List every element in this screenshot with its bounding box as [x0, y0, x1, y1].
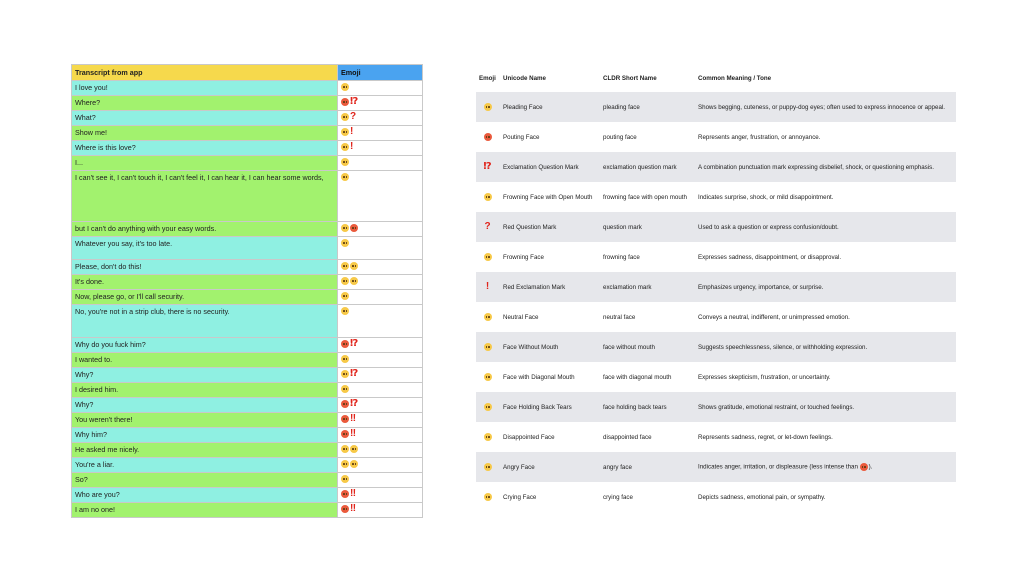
ref-emoji-cell	[476, 332, 500, 362]
transcript-text: Where?	[72, 96, 338, 111]
face-holding-back-tears-face-shape	[350, 262, 358, 270]
transcript-text: He asked me nicely.	[72, 443, 338, 458]
ref-meaning	[695, 242, 956, 272]
table-row	[72, 96, 423, 111]
transcript-text: but I can't do anything with your easy words.	[72, 222, 338, 237]
transcript-emoji-cell	[338, 473, 423, 488]
pouting-face-icon	[341, 430, 349, 438]
transcript-emoji-cell	[338, 488, 423, 503]
table-row	[72, 141, 423, 156]
red-question-mark-icon: ?	[350, 111, 357, 123]
red-question-mark-icon: ?	[484, 221, 491, 232]
angry-face-icon	[341, 292, 349, 300]
exclamation-question-mark-icon: ⁉	[350, 338, 359, 350]
ref-meaning	[695, 212, 956, 242]
angry-face-icon	[341, 307, 349, 315]
transcript-emoji-cell	[338, 458, 423, 473]
ref-cldr-name: exclamation mark	[600, 272, 695, 302]
disappointed-face-face-shape	[484, 433, 492, 441]
crying-face-icon	[350, 277, 358, 285]
ref-unicode-name: Frowning Face	[503, 253, 544, 261]
ref-header-unicode: Unicode Name	[503, 74, 546, 82]
table-row	[476, 152, 956, 182]
face-with-diagonal-mouth-face-shape	[341, 239, 349, 247]
ref-cldr-name: frowning face with open mouth	[603, 193, 687, 201]
ref-unicode-name: Angry Face	[500, 452, 600, 482]
ref-meaning	[695, 332, 956, 362]
emoji-header: Emoji	[338, 65, 423, 81]
angry-face-face-shape	[341, 307, 349, 315]
angry-face-face-shape	[484, 463, 492, 471]
red-exclamation-mark-icon: !	[350, 141, 354, 153]
ref-header-cldr: CLDR Short Name	[603, 74, 657, 82]
transcript-emoji-cell	[338, 368, 423, 383]
ref-meaning	[695, 122, 956, 152]
table-row	[72, 383, 423, 398]
ref-header-emoji: Emoji	[479, 74, 496, 82]
ref-meaning-text: Depicts sadness, emotional pain, or sympathy.	[698, 493, 826, 501]
transcript-text: I can't see it, I can't touch it, I can't feel it, I can hear it, I can hear some words,	[72, 171, 338, 222]
pouting-face-icon	[341, 400, 349, 408]
frowning-face-face-shape	[484, 253, 492, 261]
transcript-text: No, you're not in a strip club, there is no security.	[72, 305, 338, 338]
ref-meaning-text: Indicates anger, irritation, or displeasure (less intense than	[698, 463, 860, 471]
ref-emoji-cell	[476, 122, 500, 152]
transcript-emoji-cell	[338, 156, 423, 171]
ref-cldr-name: face without mouth	[600, 332, 695, 362]
pleading-face-face-shape	[484, 103, 492, 111]
face-with-diagonal-mouth-icon	[484, 373, 492, 381]
ref-cldr-name: angry face	[600, 452, 695, 482]
ref-emoji-cell	[476, 362, 500, 392]
face-with-diagonal-mouth-icon	[341, 239, 349, 247]
pouting-face-icon	[341, 98, 349, 106]
pouting-face-face-shape	[484, 133, 492, 141]
table-row	[476, 122, 956, 152]
ref-meaning	[695, 362, 956, 392]
transcript-emoji-cell	[338, 503, 423, 518]
angry-face-icon	[350, 445, 358, 453]
face-without-mouth-face-shape	[341, 173, 349, 181]
frowning-face-icon	[484, 253, 492, 261]
red-exclamation-mark-icon: !	[485, 281, 490, 292]
ref-emoji-cell	[476, 92, 500, 122]
table-row	[476, 332, 956, 362]
table-row	[72, 368, 423, 383]
table-row	[72, 503, 423, 518]
transcript-text: I am no one!	[72, 503, 338, 518]
table-row	[72, 443, 423, 458]
ref-meaning	[695, 92, 956, 122]
table-row	[72, 353, 423, 368]
ref-emoji-cell	[476, 422, 500, 452]
ref-meaning-text: Suggests speechlessness, silence, or withholding expression.	[698, 343, 868, 351]
table-row	[476, 482, 956, 512]
pleading-face-icon	[484, 103, 492, 111]
ref-unicode-name: Face Without Mouth	[500, 332, 600, 362]
table-row	[476, 92, 956, 122]
transcript-text: Where is this love?	[72, 141, 338, 156]
neutral-face-icon	[341, 158, 349, 166]
ref-meaning-text: Conveys a neutral, indifferent, or unimpressed emotion.	[698, 313, 850, 321]
pouting-face-face-shape	[341, 98, 349, 106]
transcript-emoji-cell	[338, 237, 423, 260]
table-row	[72, 156, 423, 171]
transcript-emoji-cell	[338, 305, 423, 338]
frowning-face-open-mouth-face-shape	[341, 113, 349, 121]
ref-cldr-name: pouting face	[603, 133, 637, 141]
ref-unicode-name: Face Holding Back Tears	[500, 392, 600, 422]
pleading-face-icon	[341, 83, 349, 91]
face-with-diagonal-mouth-face-shape	[341, 445, 349, 453]
transcript-text: Whatever you say, it's too late.	[72, 237, 338, 260]
transcript-header: Transcript from app	[72, 65, 338, 81]
ref-cldr-name: frowning face	[603, 253, 640, 261]
ref-meaning-text: Expresses sadness, disappointment, or disapproval.	[698, 253, 842, 261]
ref-header-meaning: Common Meaning / Tone	[698, 74, 772, 82]
transcript-table	[71, 64, 423, 518]
pleading-face-face-shape	[341, 83, 349, 91]
double-exclamation-mark-icon: ‼	[350, 503, 357, 515]
emoji-reference-table	[476, 64, 956, 512]
transcript-emoji-cell	[338, 428, 423, 443]
pouting-face-face-shape	[350, 224, 358, 232]
crying-face-face-shape	[350, 277, 358, 285]
neutral-face-face-shape	[341, 475, 349, 483]
double-exclamation-mark-icon: ‼	[350, 488, 357, 500]
pouting-face-face-shape	[341, 490, 349, 498]
transcript-text: Why?	[72, 368, 338, 383]
ref-emoji-cell	[476, 152, 500, 182]
ref-meaning	[695, 392, 956, 422]
pleading-face-icon	[341, 262, 349, 270]
ref-emoji-cell	[476, 452, 500, 482]
ref-emoji-cell	[476, 182, 500, 212]
face-without-mouth-icon	[484, 343, 492, 351]
transcript-emoji-cell	[338, 260, 423, 275]
frowning-face-icon	[341, 143, 349, 151]
ref-meaning-text: Represents sadness, regret, or let-down feelings.	[698, 433, 833, 441]
pouting-face-icon	[341, 505, 349, 513]
ref-unicode-name: Neutral Face	[503, 313, 539, 321]
pouting-face-face-shape	[341, 400, 349, 408]
transcript-emoji-cell	[338, 413, 423, 428]
ref-meaning	[695, 302, 956, 332]
table-row	[72, 488, 423, 503]
table-row	[72, 260, 423, 275]
ref-unicode-name: Frowning Face with Open Mouth	[503, 193, 593, 201]
ref-cldr-name: crying face	[603, 493, 633, 501]
red-exclamation-mark-icon: !	[350, 126, 354, 138]
exclamation-question-mark-icon: ⁉	[350, 398, 359, 410]
pouting-face-icon	[350, 224, 358, 232]
double-exclamation-mark-icon: ‼	[350, 413, 357, 425]
transcript-text: Now, please go, or I'll call security.	[72, 290, 338, 305]
ref-cldr-name: question mark	[600, 212, 695, 242]
ref-meaning	[695, 182, 956, 212]
transcript-emoji-cell	[338, 338, 423, 353]
ref-meaning	[695, 422, 956, 452]
pouting-face-icon	[341, 415, 349, 423]
ref-meaning-end: ).	[868, 463, 873, 471]
ref-cldr-name: pleading face	[600, 92, 695, 122]
angry-face-icon	[484, 463, 492, 471]
table-row	[476, 422, 956, 452]
ref-meaning-text: Used to ask a question or express confusion/doubt.	[698, 223, 839, 231]
ref-meaning-text: Shows begging, cuteness, or puppy-dog eyes; often used to express innocence or appeal.	[698, 103, 945, 111]
frowning-face-open-mouth-icon	[484, 193, 492, 201]
table-row	[72, 81, 423, 96]
exclamation-question-mark-icon: ⁉	[350, 96, 359, 108]
transcript-text: It's done.	[72, 275, 338, 290]
ref-emoji-cell	[476, 272, 500, 302]
ref-emoji-cell	[476, 482, 500, 512]
table-row	[72, 458, 423, 473]
exclamation-question-mark-icon: ⁉	[483, 161, 492, 172]
neutral-face-face-shape	[341, 158, 349, 166]
table-row	[476, 452, 956, 482]
pouting-face-icon	[341, 490, 349, 498]
frowning-face-face-shape	[341, 370, 349, 378]
transcript-emoji-cell	[338, 171, 423, 222]
angry-face-face-shape	[341, 292, 349, 300]
neutral-face-face-shape	[484, 313, 492, 321]
crying-face-face-shape	[350, 460, 358, 468]
pouting-face-icon	[341, 340, 349, 348]
transcript-emoji-cell	[338, 126, 423, 141]
transcript-emoji-cell	[338, 275, 423, 290]
table-row	[476, 362, 956, 392]
transcript-emoji-cell	[338, 383, 423, 398]
transcript-text: I wanted to.	[72, 353, 338, 368]
angry-face-icon	[341, 460, 349, 468]
table-row	[72, 222, 423, 237]
ref-unicode-name: Disappointed Face	[503, 433, 555, 441]
pouting-face-face-shape	[341, 505, 349, 513]
table-row	[72, 290, 423, 305]
table-row	[476, 212, 956, 242]
transcript-text: I desired him.	[72, 383, 338, 398]
transcript-emoji-cell	[338, 353, 423, 368]
pouting-face-face-shape	[341, 415, 349, 423]
frowning-face-face-shape	[341, 128, 349, 136]
ref-meaning	[695, 272, 956, 302]
table-row	[476, 302, 956, 332]
neutral-face-face-shape	[341, 355, 349, 363]
neutral-face-icon	[341, 385, 349, 393]
transcript-text: Why do you fuck him?	[72, 338, 338, 353]
neutral-face-face-shape	[341, 385, 349, 393]
table-row	[72, 473, 423, 488]
pouting-face-face-shape	[860, 463, 868, 471]
face-holding-back-tears-icon	[484, 403, 492, 411]
transcript-emoji-cell	[338, 96, 423, 111]
transcript-emoji-cell	[338, 111, 423, 126]
ref-meaning	[695, 152, 956, 182]
pleading-face-face-shape	[341, 262, 349, 270]
face-holding-back-tears-icon	[350, 262, 358, 270]
double-exclamation-mark-icon: ‼	[350, 428, 357, 440]
angry-face-face-shape	[350, 445, 358, 453]
neutral-face-icon	[341, 475, 349, 483]
ref-meaning-text: A combination punctuation mark expressing disbelief, shock, or questioning emphasis.	[698, 163, 934, 171]
face-without-mouth-face-shape	[484, 343, 492, 351]
table-row	[476, 242, 956, 272]
table-row	[72, 413, 423, 428]
ref-meaning-text: Emphasizes urgency, importance, or surprise.	[698, 283, 824, 291]
table-row	[72, 237, 423, 260]
ref-unicode-name: Pouting Face	[503, 133, 540, 141]
transcript-text: Why?	[72, 398, 338, 413]
ref-emoji-cell	[476, 212, 500, 242]
transcript-emoji-cell	[338, 141, 423, 156]
ref-emoji-cell	[476, 392, 500, 422]
pouting-face-icon	[484, 133, 492, 141]
face-without-mouth-icon	[341, 173, 349, 181]
table-row	[72, 338, 423, 353]
pouting-face-face-shape	[341, 340, 349, 348]
face-holding-back-tears-face-shape	[484, 403, 492, 411]
table-row	[72, 171, 423, 222]
ref-cldr-name: exclamation question mark	[600, 152, 695, 182]
transcript-text: Why him?	[72, 428, 338, 443]
transcript-text: So?	[72, 473, 338, 488]
frowning-face-icon	[341, 128, 349, 136]
table-row	[72, 305, 423, 338]
frowning-face-open-mouth-face-shape	[484, 193, 492, 201]
ref-cldr-name: face holding back tears	[600, 392, 695, 422]
ref-unicode-name: Crying Face	[503, 493, 537, 501]
ref-cldr-name: neutral face	[603, 313, 636, 321]
neutral-face-icon	[341, 355, 349, 363]
table-row	[72, 111, 423, 126]
ref-meaning-text: Represents anger, frustration, or annoyance.	[698, 133, 821, 141]
transcript-text: Please, don't do this!	[72, 260, 338, 275]
ref-unicode-name: Exclamation Question Mark	[500, 152, 600, 182]
transcript-text: I love you!	[72, 81, 338, 96]
transcript-text: I...	[72, 156, 338, 171]
transcript-text: You're a liar.	[72, 458, 338, 473]
transcript-text: You weren't there!	[72, 413, 338, 428]
ref-unicode-name: Face with Diagonal Mouth	[503, 373, 575, 381]
ref-unicode-name: Red Question Mark	[500, 212, 600, 242]
disappointed-face-icon	[484, 433, 492, 441]
table-row	[72, 428, 423, 443]
frowning-face-icon	[341, 370, 349, 378]
ref-meaning-text: Expresses skepticism, frustration, or uncertainty.	[698, 373, 831, 381]
table-row	[476, 392, 956, 422]
transcript-emoji-cell	[338, 222, 423, 237]
transcript-text: Show me!	[72, 126, 338, 141]
ref-meaning-text: Indicates surprise, shock, or mild disappointment.	[698, 193, 834, 201]
transcript-emoji-cell	[338, 398, 423, 413]
ref-cldr-name: face with diagonal mouth	[603, 373, 672, 381]
transcript-text: Who are you?	[72, 488, 338, 503]
angry-face-face-shape	[341, 460, 349, 468]
table-row	[72, 126, 423, 141]
frowning-face-open-mouth-icon	[341, 113, 349, 121]
ref-meaning	[695, 482, 956, 512]
exclamation-question-mark-icon: ⁉	[350, 368, 359, 380]
face-with-diagonal-mouth-icon	[341, 224, 349, 232]
ref-meaning-text: Shows gratitude, emotional restraint, or touched feelings.	[698, 403, 855, 411]
pouting-face-icon	[860, 463, 868, 471]
ref-unicode-name: Pleading Face	[500, 92, 600, 122]
frowning-face-face-shape	[341, 143, 349, 151]
face-with-diagonal-mouth-face-shape	[341, 224, 349, 232]
crying-face-face-shape	[484, 493, 492, 501]
ref-emoji-cell	[476, 302, 500, 332]
table-row	[476, 272, 956, 302]
transcript-emoji-cell	[338, 443, 423, 458]
disappointed-face-icon	[341, 277, 349, 285]
crying-face-icon	[350, 460, 358, 468]
table-row	[72, 398, 423, 413]
ref-cldr-name: disappointed face	[603, 433, 652, 441]
face-with-diagonal-mouth-face-shape	[484, 373, 492, 381]
table-row	[72, 275, 423, 290]
disappointed-face-face-shape	[341, 277, 349, 285]
ref-unicode-name: Red Exclamation Mark	[500, 272, 600, 302]
transcript-emoji-cell	[338, 81, 423, 96]
ref-emoji-cell	[476, 242, 500, 272]
transcript-emoji-cell	[338, 290, 423, 305]
pouting-face-face-shape	[341, 430, 349, 438]
transcript-text: What?	[72, 111, 338, 126]
ref-meaning	[695, 452, 956, 482]
face-with-diagonal-mouth-icon	[341, 445, 349, 453]
neutral-face-icon	[484, 313, 492, 321]
crying-face-icon	[484, 493, 492, 501]
table-row	[476, 182, 956, 212]
